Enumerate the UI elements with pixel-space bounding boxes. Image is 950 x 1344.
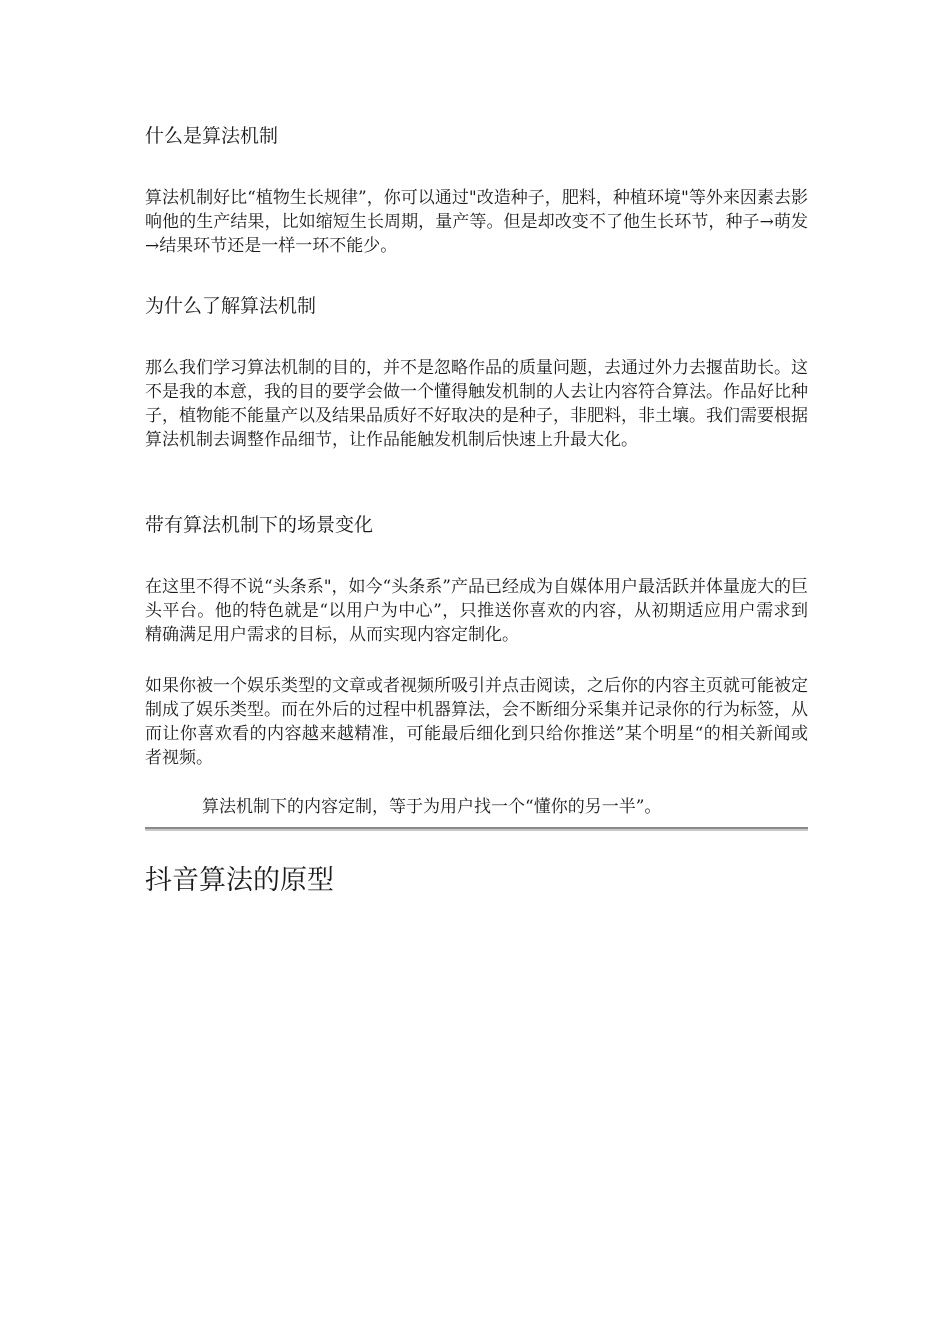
paragraph-toutiao-intro: 在这里不得不说“头条系"，如今“头条系”产品已经成为自媒体用户最活跃并体量庞大的巨头平台。他的特色就是“以用户为中心”，只推送你喜欢的内容，从初期适应用户需求到精确满足用户需求的目标，从而实现内容定制化。 bbox=[145, 577, 808, 645]
section-heading-why-learn: 为什么了解算法机制 bbox=[145, 295, 317, 317]
paragraph-algorithm-analogy: 算法机制好比“植物生长规律”，你可以通过"改造种子，肥料，种植环境"等外来因素去影响他的生产结果，比如缩短生长周期，量产等。但是却改变不了他生长环节，种子→萌发→结果环节还是一样一环不能少。 bbox=[145, 188, 808, 256]
horizontal-divider bbox=[145, 827, 808, 831]
section-heading-what-is-algorithm: 什么是算法机制 bbox=[145, 125, 279, 147]
paragraph-learning-purpose: 那么我们学习算法机制的目的，并不是忽略作品的质量问题，去通过外力去揠苗助长。这不是我的本意，我的目的要学会做一个懂得触发机制的人去让内容符合算法。作品好比种子，植物能不能量产以及结果品质好不好取决的是种子，非肥料，非土壤。我们需要根据算法机制去调整作品细节，让作品能触发机制后快速上升最大化。 bbox=[145, 358, 808, 450]
chapter-heading-douyin: 抖音算法的原型 bbox=[145, 865, 334, 896]
quote-content-customization: 算法机制下的内容定制，等于为用户找一个“懂你的另一半”。 bbox=[202, 797, 662, 817]
paragraph-entertainment-example: 如果你被一个娱乐类型的文章或者视频所吸引并点击阅读，之后你的内容主页就可能被定制成了娱乐类型。而在外后的过程中机器算法，会不断细分采集并记录你的行为标签，从而让你喜欢看的内容越来越精准，可能最后细化到只给你推送”某个明星“的相关新闻或者视频。 bbox=[145, 676, 808, 768]
section-heading-scene-changes: 带有算法机制下的场景变化 bbox=[145, 514, 374, 536]
